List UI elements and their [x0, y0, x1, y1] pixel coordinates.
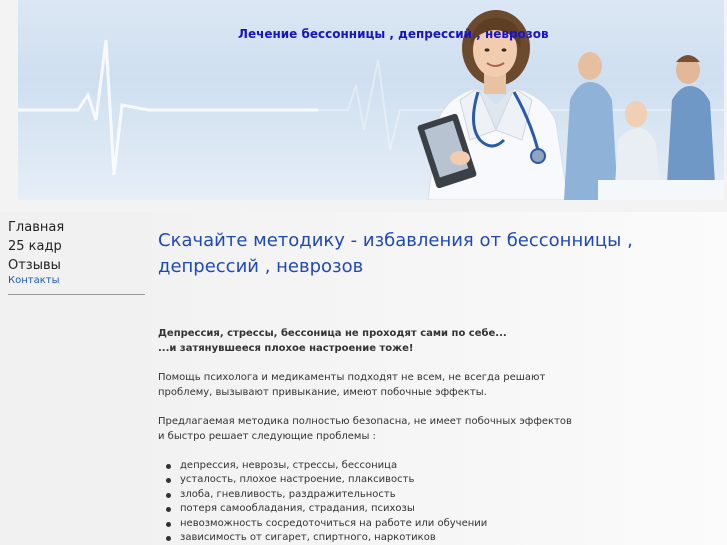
- list-item-text: усталость, плохое настроение, плаксивость: [180, 474, 415, 486]
- bullet-icon: [166, 522, 171, 527]
- sidebar-link-contacts[interactable]: Контакты: [8, 275, 60, 286]
- sidebar-divider: [8, 294, 145, 295]
- header: [0, 0, 727, 212]
- bullet-icon: [166, 536, 171, 541]
- list-item-text: злоба, гневливость, раздражительность: [180, 488, 396, 500]
- sidebar-item-home[interactable]: Главная: [8, 220, 65, 235]
- list-item: [166, 459, 487, 473]
- bullet-icon: [166, 478, 171, 483]
- list-item: [166, 531, 487, 545]
- list-item: [166, 517, 487, 531]
- list-item: [166, 488, 487, 502]
- paragraph1-line-2: проблему, вызывают привыкание, имеют побочные эффекты.: [158, 387, 487, 398]
- list-item-text: зависимость от сигарет, спиртного, наркотиков: [180, 531, 436, 543]
- page-title: Скачайте методику - избавления от бессонницы , депрессий , неврозов: [158, 230, 633, 278]
- bullet-icon: [166, 464, 171, 469]
- sidebar-item-25-kadr[interactable]: 25 кадр: [8, 239, 62, 254]
- intro-bold-line-1: Депрессия, стрессы, бессоница не проходят сами по себе...: [158, 328, 507, 339]
- list-item-text: депрессия, неврозы, стрессы, бессоница: [180, 460, 398, 471]
- patients-illustration: [538, 40, 724, 200]
- bullet-icon: [166, 507, 171, 512]
- list-item-text: невозможность сосредоточиться на работе или обучении: [180, 517, 488, 529]
- list-item: [166, 502, 487, 516]
- intro-bold-line-2: ...и затянувшееся плохое настроение тоже!: [158, 343, 414, 354]
- sidebar: [0, 212, 152, 545]
- list-item: [166, 473, 487, 487]
- banner-title: Лечение бессонницы , депрессий , неврозов: [238, 27, 549, 41]
- paragraph2-line-1: Предлагаемая методика полностью безопасна, не имеет побочных эффектов: [158, 416, 572, 427]
- sidebar-item-reviews[interactable]: Отзывы: [8, 258, 61, 273]
- main-content: [152, 212, 727, 545]
- paragraph1-line-1: Помощь психолога и медикаменты подходят не всем, не всегда решают: [158, 372, 546, 383]
- problems-list: [166, 459, 487, 545]
- paragraph2-line-2: и быстро решает следующие проблемы :: [158, 431, 376, 442]
- bullet-icon: [166, 493, 171, 498]
- banner: [18, 0, 724, 200]
- list-item-text: потеря самообладания, страдания, психозы: [180, 503, 415, 515]
